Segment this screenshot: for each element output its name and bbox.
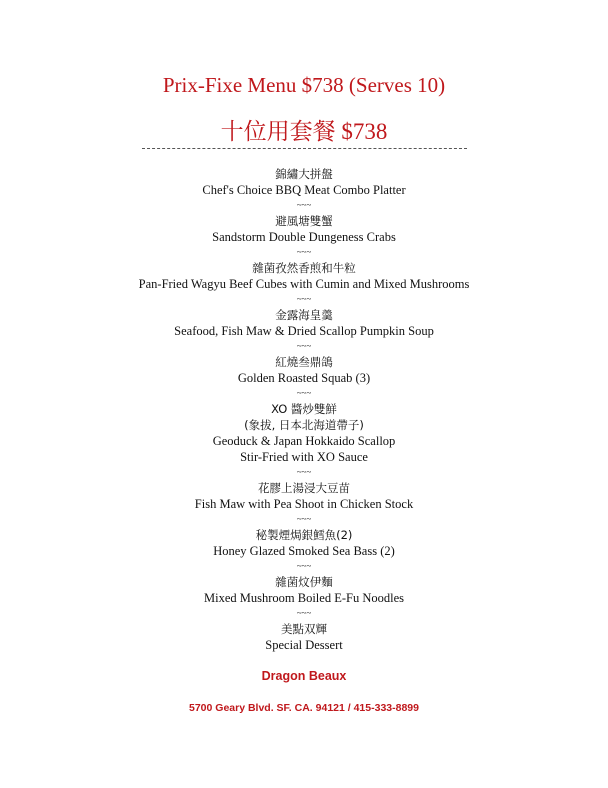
- course-name-chinese: 花膠上湯浸大豆苗: [258, 481, 350, 495]
- course-name-chinese: 錦繡大拼盤: [275, 167, 333, 181]
- course-name-english: Seafood, Fish Maw & Dried Scallop Pumpkin Soup: [174, 324, 434, 338]
- course-name-english: Honey Glazed Smoked Sea Bass (2): [213, 544, 395, 558]
- course-separator: ~~~: [296, 294, 312, 304]
- course-name-chinese: 避風塘雙蟹: [275, 214, 333, 228]
- course-name-chinese: 雜菌炆伊麵: [275, 575, 333, 589]
- course-name-english: Sandstorm Double Dungeness Crabs: [212, 230, 396, 244]
- course-name-english: Pan-Fried Wagyu Beef Cubes with Cumin and Mixed Mushrooms: [138, 277, 470, 291]
- menu-title-chinese: 十位用套餐 $738: [220, 119, 388, 144]
- course-separator: ~~~: [296, 561, 312, 571]
- course-name-chinese: 美點双輝: [281, 622, 327, 636]
- course-name-english: Stir-Fried with XO Sauce: [240, 450, 368, 464]
- course-name-chinese: 紅燒叁鼎鴿: [275, 355, 333, 369]
- course-separator: ~~~: [296, 247, 312, 257]
- restaurant-address: 5700 Geary Blvd. SF. CA. 94121 / 415-333-8899: [189, 702, 419, 714]
- course-separator: ~~~: [296, 388, 312, 398]
- course-separator: ~~~: [296, 467, 312, 477]
- course-separator: ~~~: [296, 341, 312, 351]
- course-name-english: Geoduck & Japan Hokkaido Scallop: [212, 434, 396, 448]
- course-name-english: Special Dessert: [265, 638, 343, 652]
- course-name-chinese: 金露海皇羹: [275, 308, 333, 322]
- course-name-chinese: XO 醬炒雙鮮: [271, 402, 337, 416]
- course-name-english: Fish Maw with Pea Shoot in Chicken Stock: [194, 497, 414, 511]
- course-name-english: Mixed Mushroom Boiled E-Fu Noodles: [204, 591, 404, 605]
- course-name-chinese: 雜菌孜然香煎和牛粒: [252, 261, 356, 275]
- menu-course-list: [0, 166, 608, 653]
- menu-title-english: Prix-Fixe Menu $738 (Serves 10): [162, 73, 446, 97]
- course-separator: ~~~: [296, 200, 312, 210]
- title-divider: [142, 148, 467, 149]
- course-separator: ~~~: [296, 514, 312, 524]
- course-name-english: Golden Roasted Squab (3): [237, 371, 371, 385]
- restaurant-name: Dragon Beaux: [261, 669, 347, 683]
- course-separator: ~~~: [296, 608, 312, 618]
- course-name-chinese: 秘製煙焗銀鱈魚(2): [255, 528, 353, 542]
- course-name-english: Chef's Choice BBQ Meat Combo Platter: [202, 183, 406, 197]
- course-name-chinese: (象拔, 日本北海道帶子): [244, 418, 364, 432]
